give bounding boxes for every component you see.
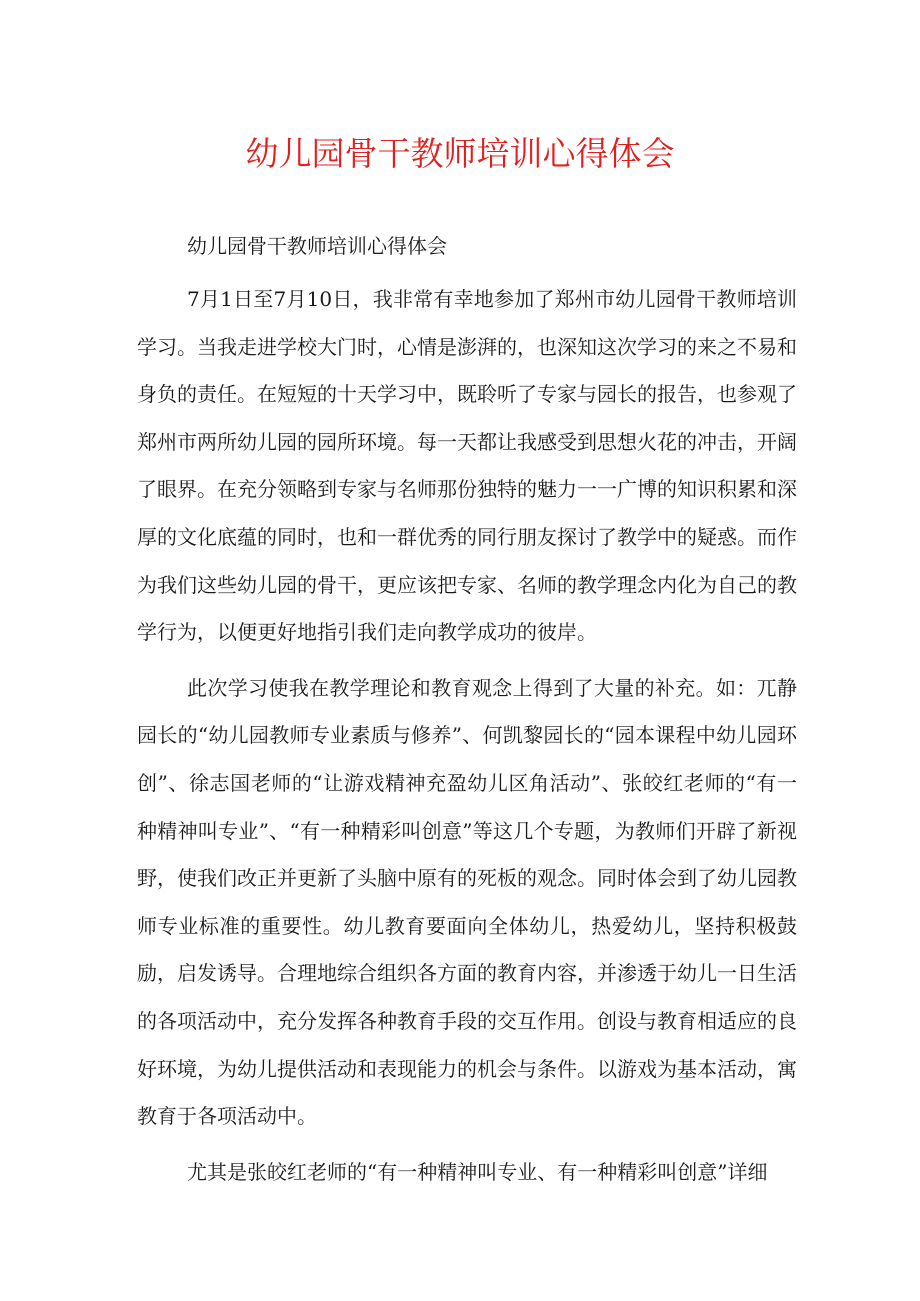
paragraph-3: 尤其是张皎红老师的“有一种精神叫专业、有一种精彩叫创意”详细 (187, 1159, 768, 1184)
paragraph-2: 此次学习使我在教学理论和教育观念上得到了大量的补充。如：兀静园长的“幼儿园教师专业素质与修养”、何凯黎园长的“园本课程中幼儿园环创”、徐志国老师的“让游戏精神充盈幼儿区角活动”、张皎红老师的“有一种精神叫专业”、“有一种精彩叫创意”等这几个专题，为教师们开辟了新视野，使我们改正并更新了头脑中原有的死板的观念。同时体会到了幼儿园教师专业标准的重要性。幼儿教育要面向全体幼儿，热爱幼儿，坚持积极鼓励，启发诱导。合理地综合组织各方面的教育内容，并渗透于幼儿一日生活的各项活动中，充分发挥各种教育手段的交互作用。创设与教育相适应的良好环境，为幼儿提供活动和表现能力的机会与条件。以游戏为基本活动，寓教育于各项活动中。 (137, 675, 797, 1129)
document-subtitle: 幼儿园骨干教师培训心得体会 (187, 234, 447, 258)
document-body (137, 230, 797, 1204)
paragraph-1: 7月1日至7月10日，我非常有幸地参加了郑州市幼儿园骨干教师培训学习。当我走进学校大门时，心情是澎湃的，也深知这次学习的来之不易和身负的责任。在短短的十天学习中，既聆听了专家与园长的报告，也参观了郑州市两所幼儿园的园所环境。每一天都让我感受到思想火花的冲击，开阔了眼界。在充分领略到专家与名师那份独特的魅力一一广博的知识积累和深厚的文化底蕴的同时，也和一群优秀的同行朋友探讨了教学中的疑惑。而作为我们这些幼儿园的骨干，更应该把专家、名师的教学理念内化为自己的教学行为，以便更好地指引我们走向教学成功的彼岸。 (137, 287, 797, 645)
document-title: 幼儿园骨干教师培训心得体会 (245, 134, 675, 173)
